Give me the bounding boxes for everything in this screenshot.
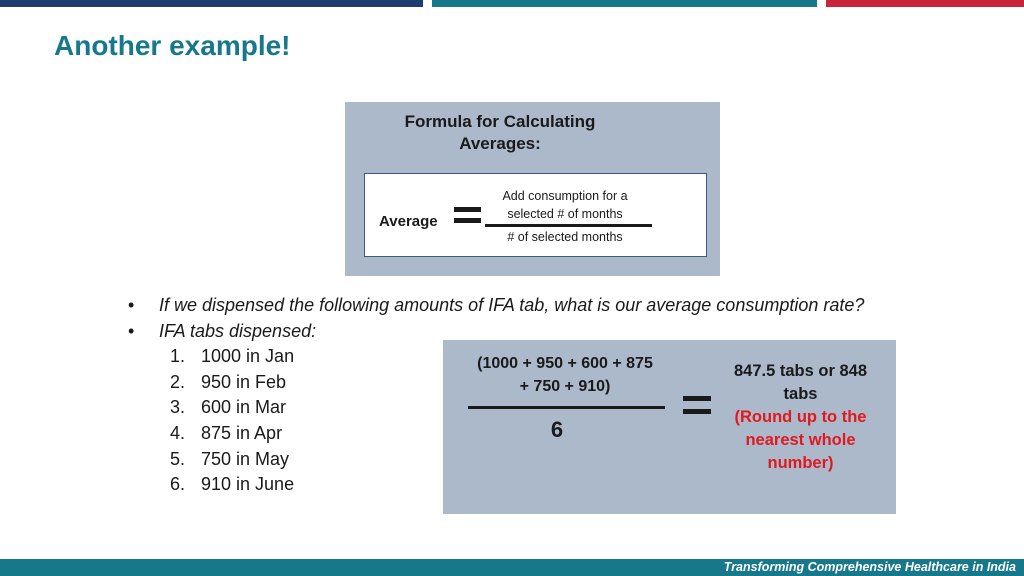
list-item: [170, 369, 294, 395]
list-text: 1000 in Jan: [201, 346, 295, 366]
list-number: 4.: [170, 423, 186, 444]
calculation-denominator: 6: [550, 417, 564, 442]
list-text: 950 in Feb: [201, 371, 287, 392]
calculation-fraction-bar: [468, 406, 665, 409]
calculation-result: [718, 360, 883, 475]
slide-title: Another example!: [54, 30, 291, 61]
bullet-dispensed-heading: IFA tabs dispensed:: [159, 321, 317, 341]
formula-title: [375, 111, 625, 155]
list-number: 5.: [170, 448, 186, 469]
formula-denominator: # of selected months: [507, 230, 623, 244]
top-bar-red: [826, 0, 1024, 7]
formula-title-line1: Formula for Calculating: [404, 112, 596, 131]
list-item: [170, 343, 294, 369]
formula-numerator-line1: Add consumption for a: [502, 189, 628, 203]
top-bar-teal: [432, 0, 817, 7]
dispensed-list: [170, 343, 294, 497]
result-line2: tabs: [783, 385, 818, 403]
list-item: [170, 446, 294, 472]
rounding-note-line3: number): [767, 454, 834, 472]
list-text: 750 in May: [201, 448, 290, 469]
list-number: 2.: [170, 371, 186, 392]
list-item: [170, 420, 294, 446]
fraction-bar: [485, 224, 652, 227]
result-line1: 847.5 tabs or 848: [734, 362, 867, 380]
list-item: [170, 471, 294, 497]
top-bar-navy: [0, 0, 423, 7]
calculation-numerator-line2: + 750 + 910): [519, 378, 611, 395]
average-label: Average: [379, 213, 438, 230]
calculation-numerator: [455, 352, 675, 398]
calculation-box: [443, 340, 896, 514]
bullet-dot-icon: •: [128, 321, 135, 341]
formula-numerator-line2: selected # of months: [507, 207, 623, 221]
list-text: 600 in Mar: [201, 397, 287, 418]
formula-numerator: [485, 187, 645, 223]
rounding-note-line1: (Round up to the: [734, 408, 867, 426]
list-number: 3.: [170, 397, 186, 418]
formula-panel: [364, 173, 707, 257]
formula-box: [345, 102, 720, 276]
list-item: [170, 394, 294, 420]
bullet-question: If we dispensed the following amounts of IFA tab, what is our average consumption rate?: [159, 295, 865, 315]
equals-icon: [683, 396, 711, 422]
list-number: 1.: [170, 346, 186, 366]
list-text: 875 in Apr: [201, 423, 283, 444]
list-number: 6.: [170, 474, 186, 495]
bullet-dot-icon: •: [128, 295, 135, 315]
footer-bar: [0, 559, 1024, 576]
footer-tagline: Transforming Comprehensive Healthcare in India: [723, 560, 1016, 574]
rounding-note-line2: nearest whole: [745, 431, 856, 449]
list-text: 910 in June: [201, 474, 295, 495]
formula-title-line2: Averages:: [459, 134, 541, 153]
calculation-numerator-line1: (1000 + 950 + 600 + 875: [477, 355, 653, 372]
equals-icon: [454, 207, 481, 229]
